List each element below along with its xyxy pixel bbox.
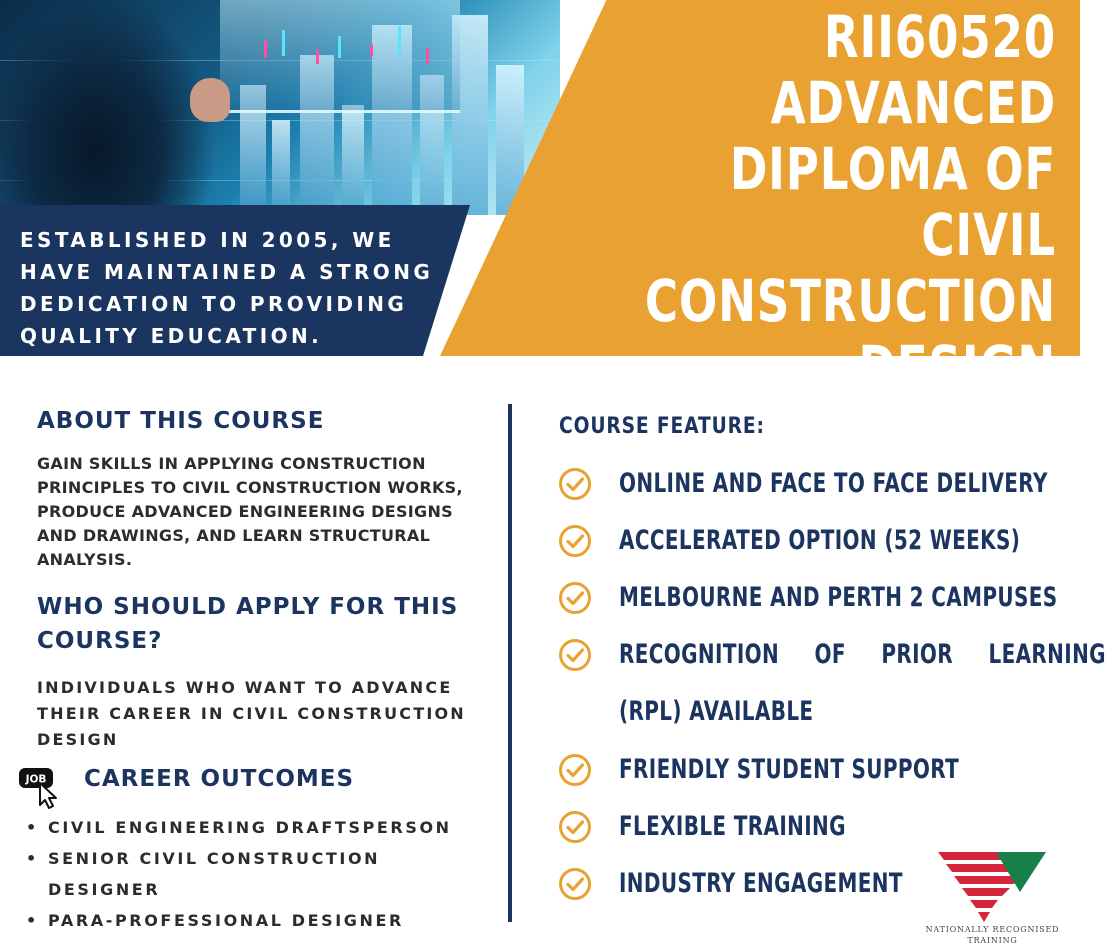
feature-item bbox=[558, 521, 1058, 561]
check-circle-icon bbox=[558, 753, 592, 787]
title-line: DESIGN bbox=[858, 333, 1056, 401]
career-item bbox=[22, 843, 512, 905]
tagline-line: ESTABLISHED IN 2005, WE bbox=[20, 228, 395, 252]
job-icon-text: JOB bbox=[25, 773, 47, 786]
career-item-text: • SENIOR CIVIL CONSTRUCTION bbox=[48, 849, 381, 868]
hero-banner bbox=[0, 0, 1080, 401]
title-line: ADVANCED bbox=[770, 69, 1056, 137]
feature-label: FRIENDLY STUDENT SUPPORT bbox=[619, 754, 960, 785]
career-item-text: CIVIL ENGINEERING DRAFTSPERSON bbox=[48, 818, 452, 837]
feature-label: RECOGNITION OF PRIOR LEARNING bbox=[619, 639, 1106, 670]
title-line: DIPLOMA OF CIVIL bbox=[729, 135, 1056, 269]
features-heading: COURSE FEATURE: bbox=[559, 414, 765, 439]
check-circle-icon bbox=[558, 867, 592, 901]
feature-label: ONLINE AND FACE TO FACE DELIVERY bbox=[619, 468, 1048, 499]
feature-label: ACCELERATED OPTION (52 WEEKS) bbox=[619, 525, 1021, 556]
feature-label: FLEXIBLE TRAINING bbox=[619, 811, 846, 842]
hooded-figure bbox=[0, 0, 215, 215]
about-line: AND DRAWINGS, AND LEARN STRUCTURAL bbox=[37, 526, 431, 545]
about-line: ANALYSIS. bbox=[37, 550, 133, 569]
about-body bbox=[37, 452, 507, 572]
career-list bbox=[22, 812, 512, 936]
who-line: INDIVIDUALS WHO WANT TO ADVANCE bbox=[37, 678, 453, 697]
feature-label: INDUSTRY ENGAGEMENT bbox=[619, 868, 903, 899]
who-body bbox=[37, 675, 507, 753]
check-circle-icon bbox=[558, 810, 592, 844]
tagline-line: DEDICATION TO PROVIDING bbox=[20, 292, 408, 316]
nrt-caption-line: NATIONALLY RECOGNISED bbox=[925, 925, 1060, 934]
who-heading-line: WHO SHOULD APPLY FOR THIS bbox=[37, 594, 459, 620]
about-line: GAIN SKILLS IN APPLYING CONSTRUCTION bbox=[37, 454, 426, 473]
who-line: THEIR CAREER IN CIVIL CONSTRUCTION bbox=[37, 704, 466, 723]
title-line: RII60520 bbox=[823, 3, 1056, 71]
career-item-text: PARA-PROFESSIONAL DESIGNER bbox=[48, 911, 404, 930]
about-line: PRINCIPLES TO CIVIL CONSTRUCTION WORKS, bbox=[37, 478, 463, 497]
laptop-screen bbox=[220, 0, 460, 113]
feature-label-continuation: (RPL) AVAILABLE bbox=[619, 696, 814, 727]
hand bbox=[190, 78, 230, 122]
about-heading: ABOUT THIS COURSE bbox=[37, 408, 325, 434]
who-line: DESIGN bbox=[37, 730, 119, 749]
career-heading: CAREER OUTCOMES bbox=[84, 766, 355, 792]
career-item-text: DESIGNER bbox=[48, 880, 161, 899]
tagline bbox=[20, 224, 460, 352]
feature-label: MELBOURNE AND PERTH 2 CAMPUSES bbox=[619, 582, 1058, 613]
check-circle-icon bbox=[558, 581, 592, 615]
career-item bbox=[22, 812, 512, 843]
column-divider bbox=[508, 404, 512, 922]
nrt-caption-line: TRAINING bbox=[967, 936, 1018, 945]
job-cursor-icon bbox=[18, 765, 64, 809]
course-title bbox=[619, 4, 1056, 400]
nrt-caption bbox=[920, 924, 1065, 946]
feature-item bbox=[558, 750, 1058, 790]
nrt-logo bbox=[936, 848, 1048, 928]
career-item bbox=[22, 905, 512, 936]
who-heading bbox=[37, 590, 507, 658]
check-circle-icon bbox=[558, 524, 592, 558]
about-line: PRODUCE ADVANCED ENGINEERING DESIGNS bbox=[37, 502, 453, 521]
feature-item bbox=[558, 464, 1058, 504]
tagline-line: QUALITY EDUCATION. bbox=[20, 324, 323, 348]
feature-item bbox=[558, 635, 1106, 675]
hero-photo bbox=[0, 0, 560, 215]
feature-item bbox=[558, 807, 1058, 847]
title-line: CONSTRUCTION bbox=[644, 267, 1056, 335]
feature-item bbox=[558, 578, 1058, 618]
tagline-line: HAVE MAINTAINED A STRONG bbox=[20, 260, 434, 284]
check-circle-icon bbox=[558, 467, 592, 501]
check-circle-icon bbox=[558, 638, 592, 672]
who-heading-line: COURSE? bbox=[37, 628, 163, 654]
